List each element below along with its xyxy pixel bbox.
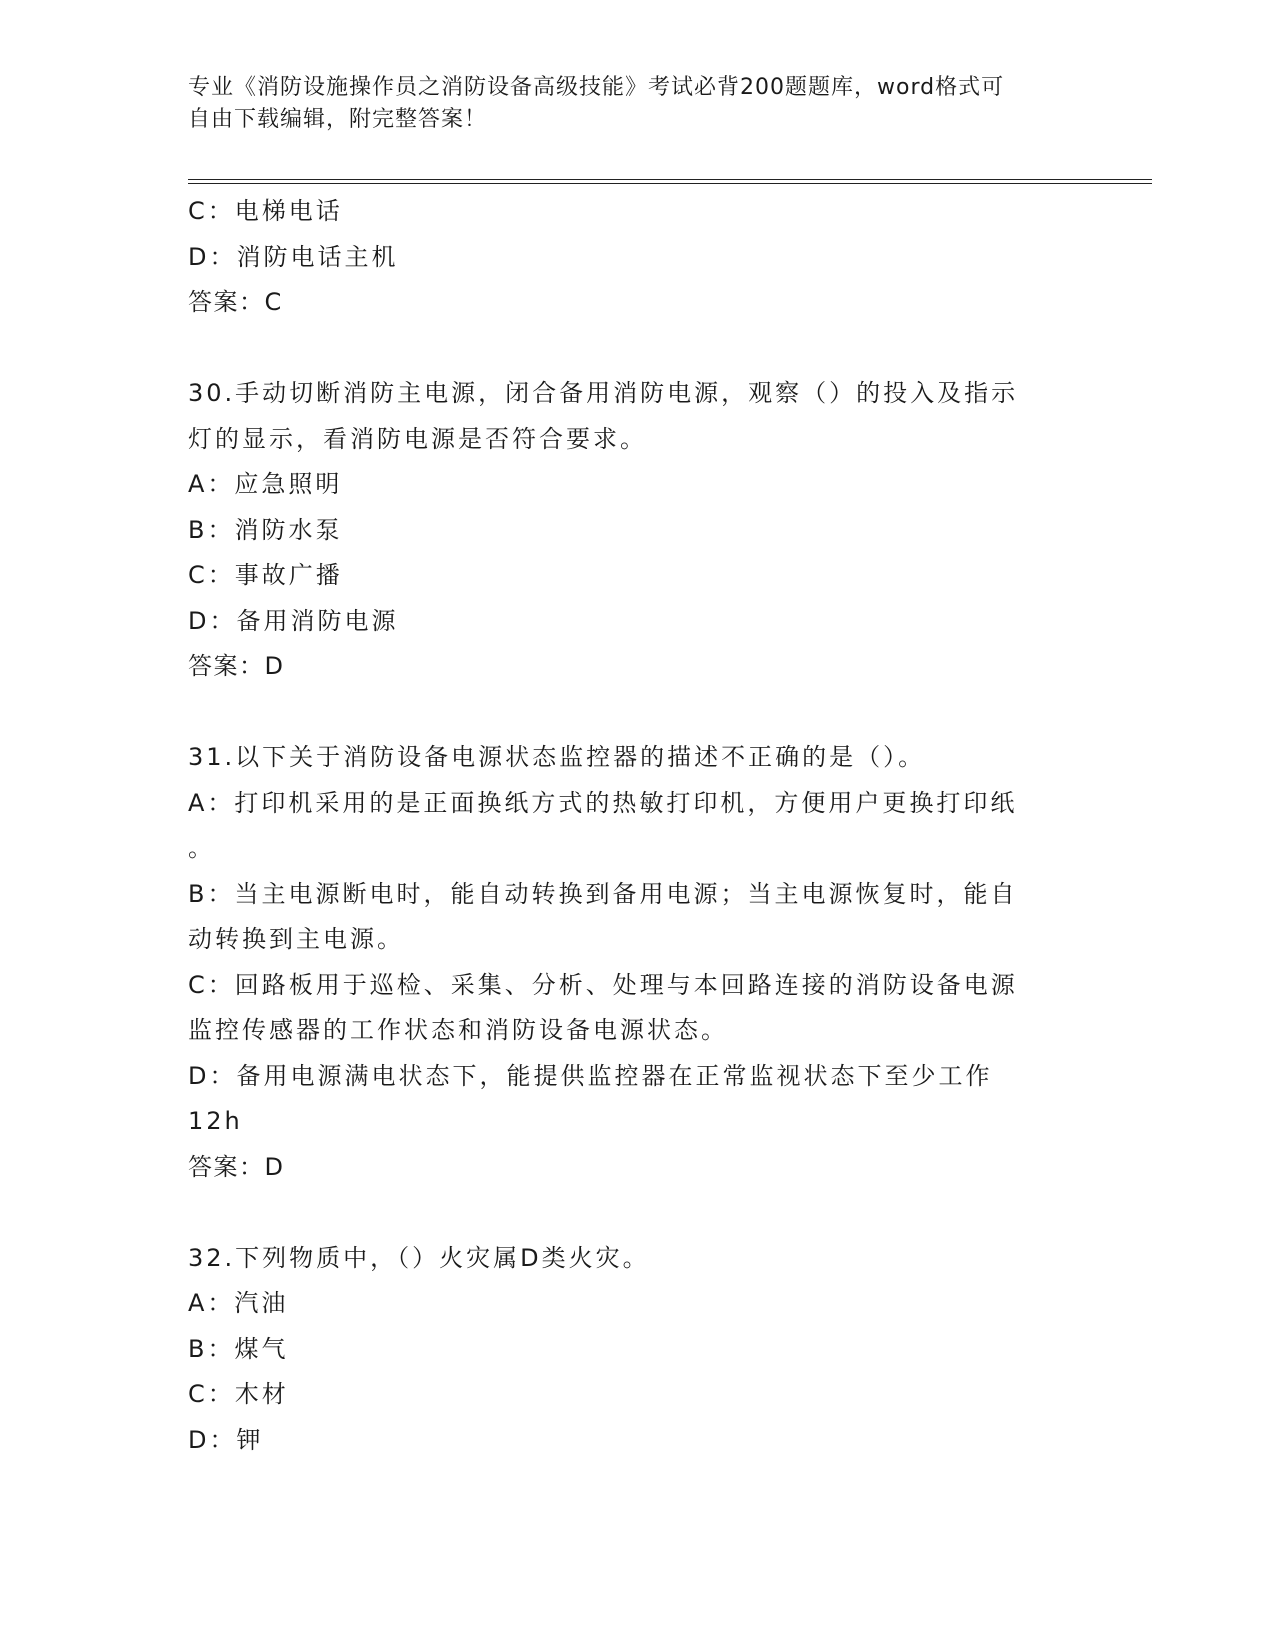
option-d: D：钾	[188, 1425, 264, 1454]
option-a: A：打印机采用的是正面换纸方式的热敏打印机，方便用户更换打印纸	[188, 788, 1018, 817]
option-c: C：木材	[188, 1380, 289, 1408]
option-c-continued: 监控传感器的工作状态和消防设备电源状态。	[188, 1016, 728, 1044]
option-d: D：备用电源满电状态下，能提供监控器在正常监视状态下至少工作	[188, 1061, 993, 1090]
question-list	[188, 189, 1078, 1463]
option-c: C：回路板用于巡检、采集、分析、处理与本回路连接的消防设备电源	[188, 970, 1018, 999]
option-c: C：事故广播	[188, 561, 343, 589]
option-b: B：消防水泵	[188, 515, 343, 544]
option-c: C：电梯电话	[188, 197, 343, 225]
option-b-continued: 动转换到主电源。	[188, 925, 404, 953]
question-stem: 30.手动切断消防主电源，闭合备用消防电源，观察（）的投入及指示	[188, 379, 1019, 407]
spacer	[188, 1190, 1078, 1236]
question-stem: 32.下列物质中，（）火灾属D类火灾。	[188, 1243, 650, 1272]
option-b: B：当主电源断电时，能自动转换到备用电源；当主电源恢复时，能自	[188, 879, 1018, 908]
answer-line: 答案：D	[188, 652, 285, 680]
answer-line: 答案：D	[188, 1152, 285, 1181]
spacer	[188, 690, 1078, 736]
option-d: D：备用消防电源	[188, 606, 399, 635]
option-a: A：汽油	[188, 1289, 289, 1317]
question-stem: 灯的显示，看消防电源是否符合要求。	[188, 424, 647, 453]
answer-line: 答案：C	[188, 288, 283, 316]
question-30	[188, 371, 1078, 690]
question-31	[188, 735, 1078, 1190]
option-a: A：应急照明	[188, 470, 343, 498]
option-b: B：煤气	[188, 1334, 289, 1363]
option-d: D：消防电话主机	[188, 242, 399, 271]
header-divider-bottom	[188, 183, 1152, 184]
question-32	[188, 1236, 1078, 1464]
document-header: 专业《消防设施操作员之消防设备高级技能》考试必背200题题库，word格式可 自由下载编辑，附完整答案！	[188, 75, 1005, 132]
question-stem: 31.以下关于消防设备电源状态监控器的描述不正确的是（）。	[188, 743, 926, 771]
spacer	[188, 326, 1078, 372]
header-divider-top	[188, 179, 1152, 180]
option-a-continued: 。	[188, 834, 215, 862]
option-d-continued: 12h	[188, 1107, 243, 1135]
